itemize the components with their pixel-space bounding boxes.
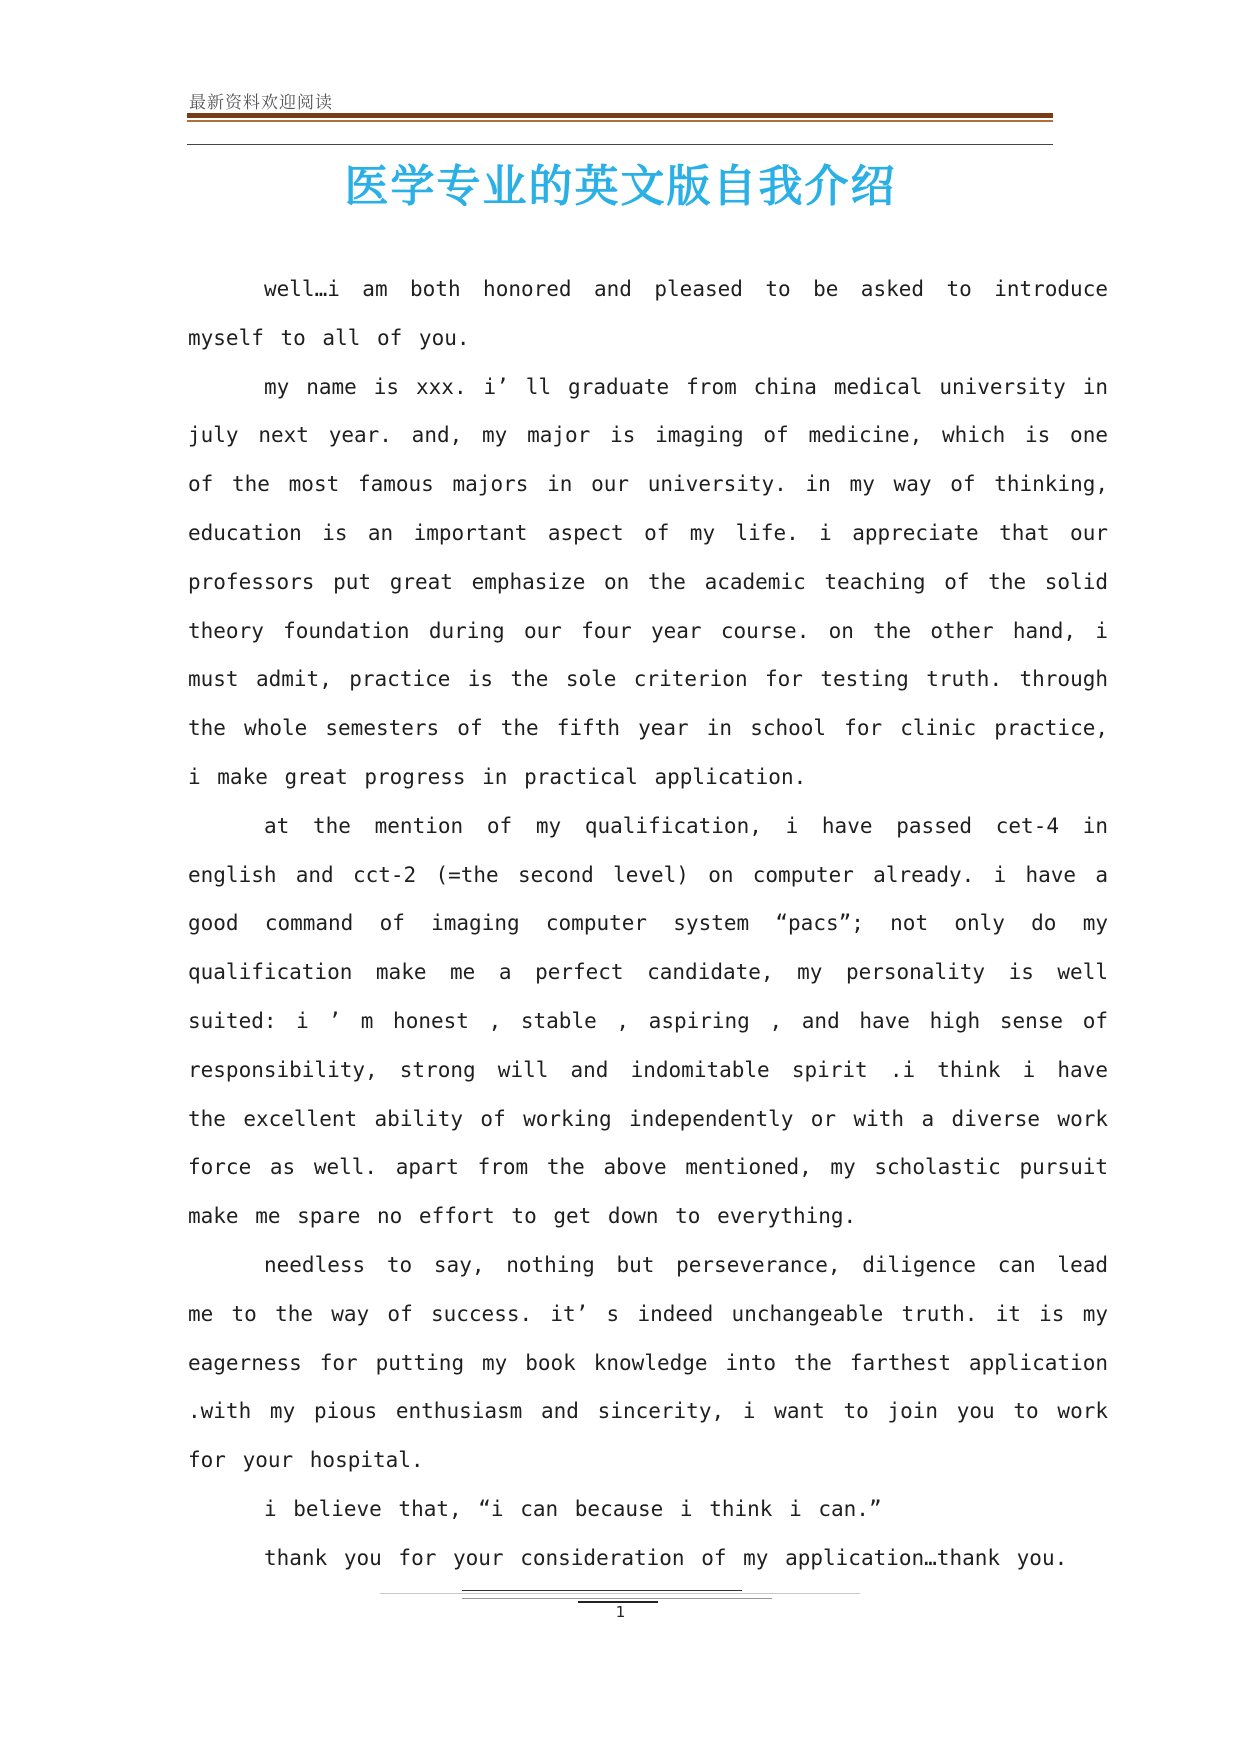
paragraph-qualification: at the mention of my qualification, i have passed cet-4 in english and cct-2 (=the second level) on computer already. i have a good command of imaging computer system “pacs”; not only do my qualification make me a perfect candidate, my personality is well suited: i ’ m honest , stable , aspiring , and have high sense of responsibility, strong will and indomitable spirit .i think i have the excellent ability of working independently or with a diverse work force as well. apart from the above mentioned, my scholastic pursuit make me spare no effort to get down to everything. bbox=[188, 813, 1108, 1229]
header-rule-thin bbox=[187, 144, 1053, 145]
paragraph-belief: i believe that, “i can because i think i can.” bbox=[264, 1496, 882, 1521]
paragraph-intro: well…i am both honored and pleased to be asked to introduce myself to all of you. bbox=[188, 277, 1108, 350]
header-rule-accent bbox=[187, 120, 1053, 122]
paragraph-perseverance: needless to say, nothing but perseverance, diligence can lead me to the way of success. it’ s indeed unchangeable truth. it is my eagerness for putting my book knowledge into the farthest application .with my pious enthusiasm and sincerity, i want to join you to work for your hospital. bbox=[188, 1252, 1108, 1473]
footer-rule-light bbox=[462, 1598, 772, 1599]
header-label: 最新资料欢迎阅读 bbox=[189, 93, 333, 113]
paragraph-education: my name is xxx. i’ ll graduate from china medical university in july next year. and, my major is imaging of medicine, which is one of the most famous majors in our university. in my way of thinking, education is an important aspect of my life. i appreciate that our professors put great emphasize on the academic teaching of the solid theory foundation during our four year course. on the other hand, i must admit, practice is the sole criterion for testing truth. through the whole semesters of the fifth year in school for clinic practice, i make great progress in practical application. bbox=[188, 374, 1108, 789]
document-title: 医学专业的英文版自我介绍 bbox=[344, 161, 897, 212]
page-number: 1 bbox=[615, 1603, 626, 1621]
paragraph-closing: thank you for your consideration of my application…thank you. bbox=[264, 1545, 1068, 1570]
footer-rule-dark bbox=[462, 1590, 742, 1591]
document-body bbox=[188, 265, 1108, 1583]
header-rule-thick bbox=[187, 113, 1053, 118]
footer-rule bbox=[380, 1593, 860, 1594]
